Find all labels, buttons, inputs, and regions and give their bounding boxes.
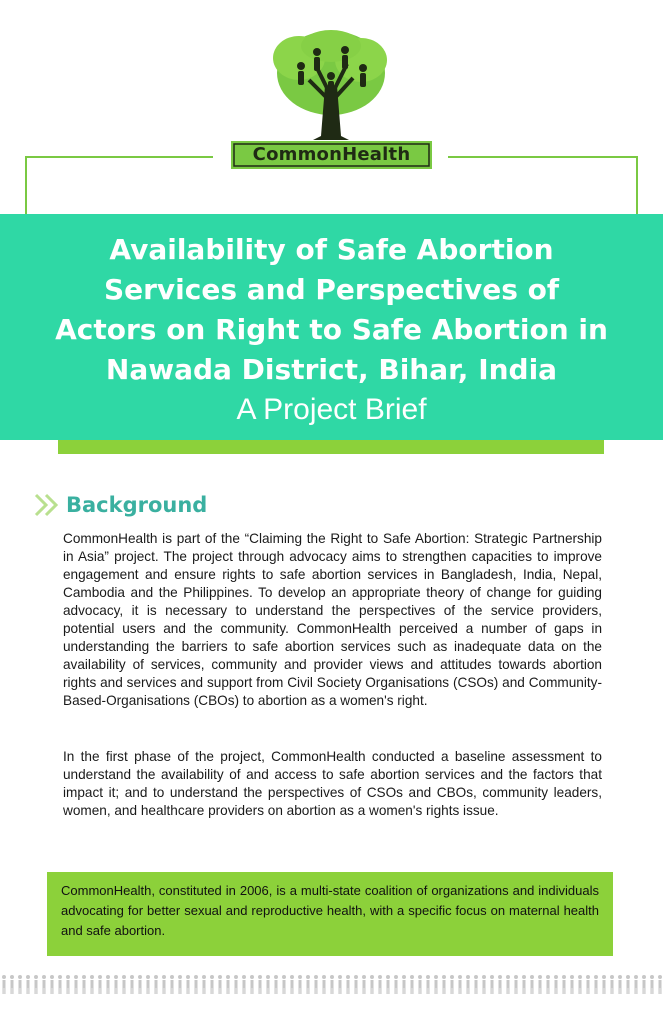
double-chevron-icon	[34, 492, 62, 518]
title-line-2: Services and Perspectives of	[103, 273, 560, 306]
title-line-1: Availability of Safe Abortion	[109, 233, 554, 266]
frame-left-line	[25, 156, 27, 214]
background-paragraph-1: CommonHealth is part of the “Claiming the Right to Safe Abortion: Strategic Partnership in Asia” project. The project through advocacy aims to strengthen capacities to improve engagement and ensure rights to safe abortion services in Bangladesh, India, Nepal, Cambodia and the Philippines. To develop an appropriate theory of change for guiding advocacy, it is necessary to understand the perspectives of the service providers, potential users and the community. CommonHealth perceived a number of gaps in understanding the barriers to safe abortion services such as inadequate data on the availability of services, community and provider views and attitudes towards abortion rights and services and support from Civil Society Organisations (CSOs) and Community-Based-Organisations (CBOs) to abortion as a women's right.	[63, 531, 602, 708]
people-pattern-decoration	[0, 973, 663, 997]
background-heading-label: Background	[66, 493, 208, 517]
title-line-4: Nawada District, Bihar, India	[105, 353, 558, 386]
frame-right-line	[636, 156, 638, 214]
background-paragraph-2: In the first phase of the project, CommonHealth conducted a baseline assessment to understand the availability of and access to safe abortion services and the factors that impact it; and to understand the perspectives of CSOs and CBOs, community leaders, women, and healthcare providers on abortion as a women's rights issue.	[63, 749, 602, 818]
title-band	[0, 214, 663, 440]
accent-bar	[58, 440, 604, 454]
frame-top-left-line	[25, 156, 213, 158]
coalition-note-text: CommonHealth, constituted in 2006, is a multi-state coalition of organizations and individuals advocating for better sexual and reproductive health, with a specific focus on maternal health and safe abortion.	[61, 883, 599, 938]
title-line-3: Actors on Right to Safe Abortion in	[55, 313, 608, 346]
commonhealth-logo	[229, 28, 434, 170]
frame-top-right-line	[448, 156, 638, 158]
subtitle: A Project Brief	[236, 393, 427, 426]
logo-wordmark: CommonHealth	[252, 144, 411, 165]
coalition-note-box	[47, 872, 613, 956]
background-heading	[34, 490, 207, 520]
